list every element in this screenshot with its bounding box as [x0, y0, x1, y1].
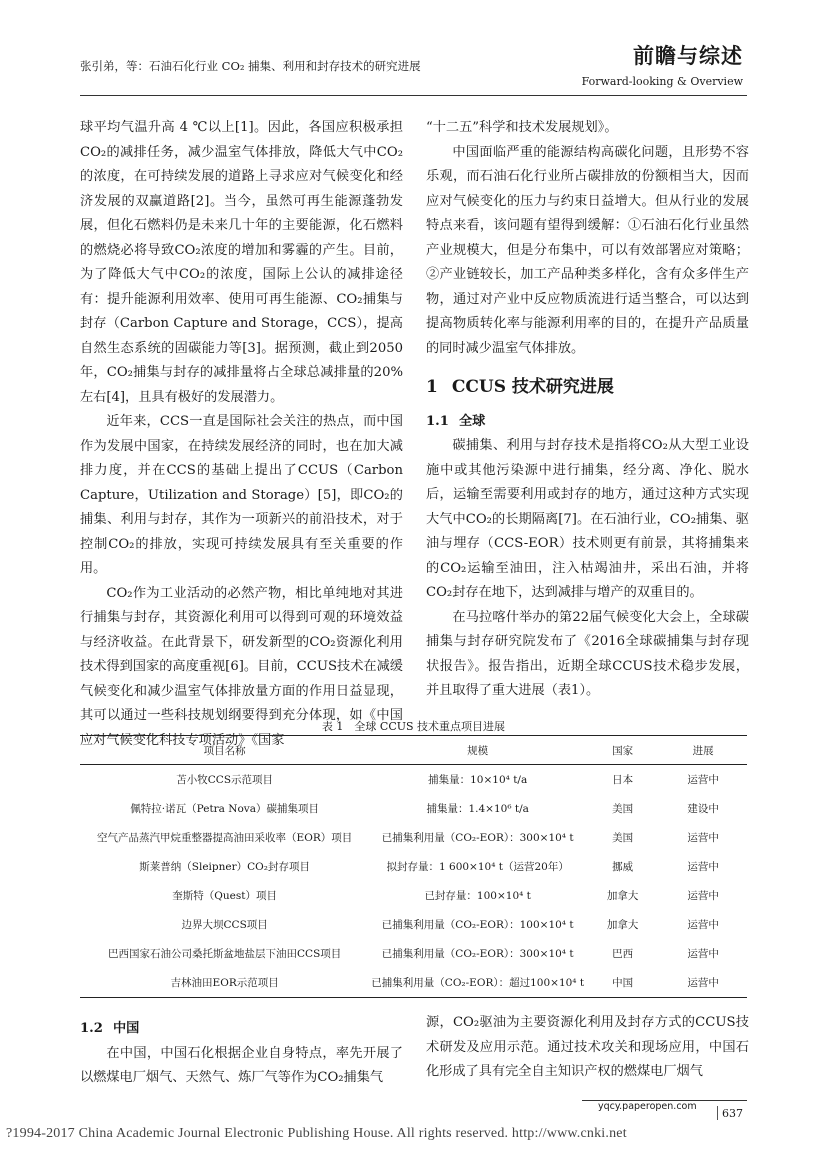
cell-country: 中国: [612, 977, 634, 989]
cell-scale: 捕集量：10×10⁴ t/a: [428, 774, 528, 786]
journal-website: yqcy.paperopen.com: [598, 1101, 697, 1112]
cell-name: 空气产品蒸汽甲烷重整器提高油田采收率（EOR）项目: [97, 832, 353, 844]
paragraph: 球平均气温升高 4 ℃以上[1]。因此，各国应积极承担CO₂的减排任务，减少温室气体排放，降低大气中CO₂的浓度，在可持续发展的道路上寻求应对气候变化和经济发展的双赢道路[2]。当今，虽然可再生能源蓬勃发展，但化石燃料仍是未来几十年的主要能源，化石燃料的燃烧必将导致CO₂浓度的增加和雾霾的产生。目前，为了降低大气中CO₂的浓度，国际上公认的减排途径有：提升能源利用效率、使用可再生能源、CO₂捕集与封存（Carbon Capture and Storage，CCS），提高自然生态系统的固碳能力等[3]。据预测，截止到2050年，CO₂捕集与封存的减排量将占全球总减排量的20%左右[4]，且具有极好的发展潜力。: [80, 120, 403, 405]
cell-scale: 已封存量：100×10⁴ t: [424, 890, 531, 902]
subsection-heading: [426, 410, 749, 435]
subsection-title: 中国: [112, 1021, 140, 1036]
right-column: [426, 116, 749, 704]
bottom-left-column: [80, 1011, 403, 1091]
projects-table: [80, 735, 747, 998]
section-heading: [426, 375, 749, 400]
subsection-number: 1.1: [426, 413, 449, 429]
table-row: [80, 823, 747, 852]
cell-scale: 拟封存量：1 600×10⁴ t（运营20年）: [386, 861, 569, 873]
table-row: [80, 765, 747, 795]
cell-name: 边界大坝CCS项目: [181, 919, 268, 931]
paragraph: 在马拉喀什举办的第22届气候变化大会上，全球碳捕集与封存研究院发布了《2016全球碳捕集与封存现状报告》。报告指出，近期全球CCUS技术稳步发展，并且取得了重大进展（表1）。: [426, 609, 749, 698]
table-caption: 表 1 全球 CCUS 技术重点项目进展: [321, 720, 506, 733]
subsection-number: 1.2: [80, 1021, 103, 1036]
cell-scale: 已捕集利用量（CO₂-EOR）：300×10⁴ t: [381, 948, 574, 960]
table-row: [80, 794, 747, 823]
cell-status: 运营中: [687, 774, 719, 786]
left-column: [80, 116, 403, 753]
cell-status: 运营中: [687, 861, 719, 873]
section-label: 前瞻与综述: [633, 43, 743, 68]
cell-scale: 已捕集利用量（CO₂-EOR）：300×10⁴ t: [381, 832, 574, 844]
cell-scale: 捕集量：1.4×10⁶ t/a: [426, 803, 529, 815]
cell-name: 吉林油田EOR示范项目: [170, 977, 279, 989]
cell-status: 运营中: [687, 977, 719, 989]
cell-status: 运营中: [687, 890, 719, 902]
cell-name: 奎斯特（Quest）项目: [172, 890, 277, 902]
cell-scale: 已捕集利用量（CO₂-EOR）：100×10⁴ t: [381, 919, 574, 931]
cell-country: 日本: [612, 774, 634, 786]
cell-status: 运营中: [687, 919, 719, 931]
table-row: [80, 852, 747, 881]
cell-name: 佩特拉·诺瓦（Petra Nova）碳捕集项目: [130, 803, 319, 815]
subsection-heading: [80, 1017, 403, 1042]
col-header-country: 国家: [612, 744, 634, 757]
paragraph: 近年来，CCS一直是国际社会关注的热点，而中国作为发展中国家，在持续发展经济的同时，也在加大减排力度，并在CCS的基础上提出了CCUS（Carbon Capture，Utilization and Storage）[5]，即CO₂的捕集、利用与封存，其作为一项新兴的前沿技术，对于控制CO₂的排放，实现可持续发展具有至关重要的作用。: [80, 414, 403, 576]
running-header: 张引弟，等：石油石化行业 CO₂ 捕集、利用和封存技术的研究进展: [80, 59, 421, 73]
cell-country: 加拿大: [606, 890, 639, 902]
cell-status: 运营中: [687, 948, 719, 960]
bottom-right-column: [426, 1011, 749, 1085]
table-header-row: [80, 736, 747, 765]
paragraph: 在中国，中国石化根据企业自身特点，率先开展了以燃煤电厂烟气、天然气、炼厂气等作为CO₂捕集气: [80, 1045, 403, 1085]
section-number: 1: [426, 377, 438, 397]
cell-country: 美国: [612, 803, 634, 815]
copyright-line: ?1994-2017 China Academic Journal Electronic Publishing House. All rights reserved. http://www.cnki.net: [6, 1126, 627, 1141]
paragraph: “十二五”科学和技术发展规划》。: [426, 120, 618, 135]
section-title: CCUS 技术研究进展: [451, 377, 614, 397]
page-number: 637: [722, 1107, 743, 1120]
subsection-title: 全球: [458, 413, 486, 429]
col-header-scale: 规模: [467, 744, 489, 757]
paragraph: 碳捕集、利用与封存技术是指将CO₂从大型工业设施中或其他污染源中进行捕集，经分离、净化、脱水后，运输至需要利用或封存的地方，通过这种方式实现大气中CO₂的长期隔离[7]。在石油行业，CO₂捕集、驱油与埋存（CCS-EOR）技术则更有前景，其将捕集来的CO₂运输至油田，注入枯竭油井，采出石油，并将CO₂封存在地下，达到减排与增产的双重目的。: [426, 438, 749, 600]
col-header-name: 项目名称: [203, 744, 246, 757]
paragraph: CO₂作为工业活动的必然产物，相比单纯地对其进行捕集与封存，其资源化利用可以得到可观的环境效益与经济收益。在此背景下，研发新型的CO₂资源化利用技术得到国家的高度重视[6]。目前，CCUS技术在减缓气候变化和减少温室气体排放量方面的作用日益显现，其可以通过一些科技规划纲要得到充分体现，如《中国应对气候变化科技专项活动》《国家: [80, 585, 403, 748]
section-label-en: Forward-looking & Overview: [581, 75, 743, 88]
cell-country: 巴西: [612, 948, 634, 960]
header-rule: [80, 95, 747, 96]
cell-name: 巴西国家石油公司桑托斯盆地盐层下油田CCS项目: [108, 948, 342, 960]
cell-country: 加拿大: [606, 919, 639, 931]
cell-status: 运营中: [687, 832, 719, 844]
table-row: [80, 910, 747, 939]
paragraph: 中国面临严重的能源结构高碳化问题，且形势不容乐观，而石油石化行业所占碳排放的份额相当大，因而应对气候变化的压力与约束日益增大。但从行业的发展特点来看，该问题有望得到缓解：①石油石化行业虽然产业规模大，但是分布集中，可以有效部署应对策略；②产业链较长，加工产品种类多样化，含有众多伴生产物，通过对产业中反应物质流进行适当整合，可以达到提高物质转化率与能源利用率的目的，在提升产品质量的同时减少温室气体排放。: [426, 144, 749, 356]
table-row: [80, 939, 747, 968]
cell-country: 挪威: [612, 861, 634, 873]
cell-country: 美国: [612, 832, 634, 844]
cell-name: 苫小牧CCS示范项目: [176, 774, 274, 786]
table-row: [80, 968, 747, 998]
footer-divider: [717, 1106, 718, 1120]
col-header-status: 进展: [692, 744, 714, 757]
cell-scale: 已捕集利用量（CO₂-EOR）：超过100×10⁴ t: [371, 977, 585, 989]
paragraph: 源，CO₂驱油为主要资源化利用及封存方式的CCUS技术研发及应用示范。通过技术攻关和现场应用，中国石化形成了具有完全自主知识产权的燃煤电厂烟气: [426, 1015, 749, 1079]
cell-status: 建设中: [687, 803, 719, 815]
cell-name: 斯莱普纳（Sleipner）CO₂封存项目: [139, 861, 310, 873]
table-row: [80, 881, 747, 910]
